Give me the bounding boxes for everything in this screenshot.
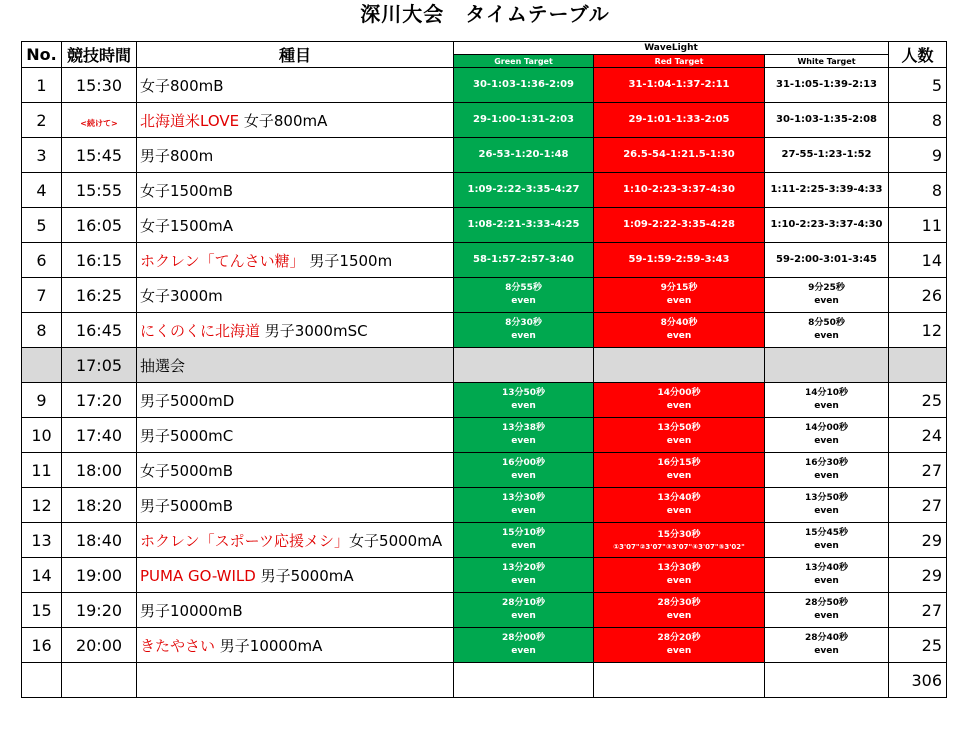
cell-red-target <box>594 383 765 418</box>
total-empty-event <box>137 663 454 698</box>
cell-no: 10 <box>22 418 62 453</box>
header-green-target: Green Target <box>454 55 594 68</box>
white-target-time: 8分50秒 <box>808 318 845 328</box>
cell-time <box>62 173 137 208</box>
event-name: 女子3000m <box>140 286 223 305</box>
event-name: 女子800mB <box>140 76 224 95</box>
cell-red-target <box>594 628 765 663</box>
event-name: 女子5000mB <box>140 461 234 480</box>
time-text: 18:00 <box>75 460 123 480</box>
cell-time <box>62 523 137 558</box>
cell-no: 11 <box>22 453 62 488</box>
cell-no <box>22 348 62 383</box>
event-name: 抽選会 <box>140 356 186 375</box>
cell-people: 5 <box>889 68 947 103</box>
red-target-pace: even <box>666 296 692 306</box>
white-target-time: 15分45秒 <box>804 528 849 538</box>
cell-white-target: 1:10-2:23-3:37-4:30 <box>765 208 889 243</box>
cell-no: 9 <box>22 383 62 418</box>
cell-time <box>62 243 137 278</box>
event-sponsor: にくのくに北海道 <box>140 321 261 340</box>
table-row <box>22 208 947 243</box>
cell-green-target: 26-53-1:20-1:48 <box>454 138 594 173</box>
table-row <box>22 243 947 278</box>
cell-green-target <box>454 348 594 383</box>
event-name: 男子10000mB <box>140 601 243 620</box>
cell-red-target: 26.5-54-1:21.5-1:30 <box>594 138 765 173</box>
cell-no: 2 <box>22 103 62 138</box>
cell-event <box>137 523 454 558</box>
time-text: 17:40 <box>75 425 123 445</box>
green-target-time: 13分38秒 <box>501 423 546 433</box>
cell-red-target <box>594 313 765 348</box>
green-target-pace: even <box>511 296 536 306</box>
table-row <box>22 68 947 103</box>
white-target-pace: even <box>814 646 839 656</box>
cell-green-target: 29-1:00-1:31-2:03 <box>454 103 594 138</box>
white-target-pace: even <box>814 541 839 551</box>
red-target-time: 8分40秒 <box>660 318 698 328</box>
red-target-pace: even <box>666 646 692 656</box>
cell-red-target <box>594 278 765 313</box>
red-target-time: 13分30秒 <box>657 563 701 573</box>
header-wavelight: WaveLight <box>454 42 889 55</box>
cell-white-target <box>765 348 889 383</box>
table-row <box>22 348 947 383</box>
white-target-pace: even <box>814 611 839 621</box>
cell-green-target <box>454 313 594 348</box>
cell-white-target <box>765 278 889 313</box>
cell-time <box>62 68 137 103</box>
white-target-time: 9分25秒 <box>808 283 845 293</box>
header-red-target: Red Target <box>594 55 765 68</box>
cell-event <box>137 453 454 488</box>
cell-people: 24 <box>889 418 947 453</box>
total-empty-time <box>62 663 137 698</box>
cell-no: 16 <box>22 628 62 663</box>
cell-event <box>137 383 454 418</box>
cell-white-target <box>765 523 889 558</box>
header-event: 種目 <box>137 42 454 68</box>
cell-white-target <box>765 453 889 488</box>
header-no: No. <box>22 42 62 68</box>
green-target-time: 13分30秒 <box>501 493 546 503</box>
table-row <box>22 383 947 418</box>
event-sponsor: PUMA GO-WILD <box>140 566 256 585</box>
total-people: 306 <box>889 663 947 698</box>
cell-green-target <box>454 558 594 593</box>
cell-time <box>62 593 137 628</box>
event-name: 女子5000mA <box>349 531 443 550</box>
cell-red-target: 1:09-2:22-3:35-4:28 <box>594 208 765 243</box>
cell-no: 6 <box>22 243 62 278</box>
cell-event <box>137 558 454 593</box>
cell-people: 27 <box>889 453 947 488</box>
cell-red-target <box>594 523 765 558</box>
event-name: 男子5000mD <box>140 391 235 410</box>
time-text: 15:30 <box>75 75 123 95</box>
cell-green-target <box>454 383 594 418</box>
green-target-pace: even <box>511 506 536 516</box>
event-name: 男子3000mSC <box>260 321 368 340</box>
green-target-time: 16分00秒 <box>501 458 546 468</box>
event-name: 男子5000mA <box>255 566 354 585</box>
header-people: 人数 <box>889 42 947 68</box>
table-row <box>22 593 947 628</box>
cell-people: 26 <box>889 278 947 313</box>
green-target-pace: even <box>511 331 536 341</box>
event-name: 男子1500m <box>304 251 393 270</box>
cell-no: 12 <box>22 488 62 523</box>
cell-no: 3 <box>22 138 62 173</box>
cell-event <box>137 278 454 313</box>
cell-white-target <box>765 418 889 453</box>
time-text: 20:00 <box>75 635 123 655</box>
red-target-pace: even <box>666 331 692 341</box>
cell-time <box>62 453 137 488</box>
white-target-pace: even <box>814 436 839 446</box>
cell-people: 8 <box>889 103 947 138</box>
green-target-pace: even <box>511 611 536 621</box>
cell-people: 27 <box>889 488 947 523</box>
white-target-time: 13分40秒 <box>804 563 849 573</box>
cell-event <box>137 208 454 243</box>
red-target-pace: even <box>666 611 692 621</box>
green-target-pace: even <box>511 541 536 551</box>
cell-event <box>137 348 454 383</box>
cell-red-target: 59-1:59-2:59-3:43 <box>594 243 765 278</box>
green-target-pace: even <box>511 401 536 411</box>
cell-white-target <box>765 558 889 593</box>
cell-time <box>62 208 137 243</box>
time-text: 19:20 <box>75 600 123 620</box>
red-target-pace: even <box>666 401 692 411</box>
time-text: 19:00 <box>75 565 123 585</box>
cell-people: 11 <box>889 208 947 243</box>
table-row <box>22 523 947 558</box>
cell-white-target <box>765 628 889 663</box>
cell-event <box>137 243 454 278</box>
timetable <box>21 41 947 698</box>
cell-people: 27 <box>889 593 947 628</box>
cell-people: 9 <box>889 138 947 173</box>
red-target-time: 16分15秒 <box>657 458 701 468</box>
cell-people: 8 <box>889 173 947 208</box>
cell-red-target: 31-1:04-1:37-2:11 <box>594 68 765 103</box>
table-row <box>22 278 947 313</box>
green-target-time: 13分20秒 <box>501 563 546 573</box>
cell-red-target <box>594 418 765 453</box>
white-target-time: 14分00秒 <box>804 423 849 433</box>
white-target-pace: even <box>814 471 839 481</box>
total-empty-green <box>454 663 594 698</box>
cell-event <box>137 138 454 173</box>
cell-event <box>137 488 454 523</box>
green-target-pace: even <box>511 576 536 586</box>
time-text: 18:20 <box>75 495 123 515</box>
cell-no: 1 <box>22 68 62 103</box>
table-row <box>22 173 947 208</box>
header-time: 競技時間 <box>62 42 137 68</box>
green-target-pace: even <box>511 436 536 446</box>
cell-no: 14 <box>22 558 62 593</box>
time-text: 17:20 <box>75 390 123 410</box>
cell-no: 13 <box>22 523 62 558</box>
cell-event <box>137 313 454 348</box>
red-target-pace: ①3'07"②3'07"③3'07"④3'07"⑤3'02" <box>613 542 745 551</box>
cell-red-target <box>594 453 765 488</box>
white-target-pace: even <box>814 506 839 516</box>
time-text: 15:45 <box>75 145 123 165</box>
table-row <box>22 558 947 593</box>
cell-event <box>137 628 454 663</box>
time-text: 18:40 <box>75 530 123 550</box>
cell-white-target <box>765 593 889 628</box>
total-empty-no <box>22 663 62 698</box>
time-text: 16:45 <box>75 320 123 340</box>
total-empty-white <box>765 663 889 698</box>
red-target-pace: even <box>666 436 692 446</box>
event-name: 男子5000mB <box>140 496 234 515</box>
cell-time <box>62 383 137 418</box>
green-target-time: 8分55秒 <box>505 283 542 293</box>
red-target-time: 14分00秒 <box>657 388 701 398</box>
white-target-pace: even <box>814 296 839 306</box>
cell-white-target: 30-1:03-1:35-2:08 <box>765 103 889 138</box>
white-target-pace: even <box>814 576 839 586</box>
cell-green-target <box>454 278 594 313</box>
event-sponsor: ホクレン「スポーツ応援メシ」 <box>140 531 350 550</box>
green-target-pace: even <box>511 646 536 656</box>
time-text: 17:05 <box>75 355 123 375</box>
cell-red-target <box>594 348 765 383</box>
green-target-time: 28分00秒 <box>501 633 546 643</box>
cell-people: 29 <box>889 558 947 593</box>
cell-time <box>62 313 137 348</box>
cell-time <box>62 138 137 173</box>
table-row <box>22 313 947 348</box>
white-target-time: 28分40秒 <box>804 633 849 643</box>
cell-no: 5 <box>22 208 62 243</box>
cell-green-target: 58-1:57-2:57-3:40 <box>454 243 594 278</box>
cell-green-target <box>454 453 594 488</box>
cell-green-target: 1:09-2:22-3:35-4:27 <box>454 173 594 208</box>
cell-time <box>62 628 137 663</box>
white-target-time: 28分50秒 <box>804 598 849 608</box>
table-row <box>22 418 947 453</box>
cell-event <box>137 103 454 138</box>
red-target-pace: even <box>666 471 692 481</box>
cell-green-target <box>454 523 594 558</box>
cell-people: 29 <box>889 523 947 558</box>
table-row <box>22 488 947 523</box>
cell-white-target <box>765 488 889 523</box>
time-text: <続けて> <box>80 118 118 128</box>
cell-green-target: 30-1:03-1:36-2:09 <box>454 68 594 103</box>
green-target-time: 8分30秒 <box>505 318 542 328</box>
cell-time <box>62 418 137 453</box>
cell-people <box>889 348 947 383</box>
red-target-time: 15分30秒 <box>657 529 701 540</box>
cell-red-target <box>594 593 765 628</box>
cell-no: 15 <box>22 593 62 628</box>
cell-people: 14 <box>889 243 947 278</box>
red-target-pace: even <box>666 506 692 516</box>
time-text: 16:25 <box>75 285 123 305</box>
table-row <box>22 138 947 173</box>
red-target-time: 28分20秒 <box>657 633 701 643</box>
cell-green-target <box>454 418 594 453</box>
cell-white-target: 1:11-2:25-3:39-4:33 <box>765 173 889 208</box>
cell-red-target <box>594 558 765 593</box>
cell-time <box>62 348 137 383</box>
white-target-time: 14分10秒 <box>804 388 849 398</box>
cell-white-target <box>765 313 889 348</box>
cell-no: 8 <box>22 313 62 348</box>
time-text: 15:55 <box>75 180 123 200</box>
event-name: 男子5000mC <box>140 426 234 445</box>
cell-time <box>62 278 137 313</box>
cell-white-target: 59-2:00-3:01-3:45 <box>765 243 889 278</box>
table-row <box>22 453 947 488</box>
white-target-pace: even <box>814 331 839 341</box>
cell-red-target <box>594 488 765 523</box>
cell-green-target: 1:08-2:21-3:33-4:25 <box>454 208 594 243</box>
cell-red-target: 1:10-2:23-3:37-4:30 <box>594 173 765 208</box>
cell-green-target <box>454 593 594 628</box>
table-row <box>22 103 947 138</box>
cell-event <box>137 173 454 208</box>
green-target-time: 13分50秒 <box>501 388 546 398</box>
table-row <box>22 628 947 663</box>
event-name: 男子10000mA <box>215 636 323 655</box>
cell-people: 12 <box>889 313 947 348</box>
white-target-time: 13分50秒 <box>804 493 849 503</box>
event-sponsor: きたやさい <box>140 636 216 655</box>
cell-people: 25 <box>889 383 947 418</box>
cell-white-target: 27-55-1:23-1:52 <box>765 138 889 173</box>
cell-green-target <box>454 628 594 663</box>
cell-no: 7 <box>22 278 62 313</box>
cell-time <box>62 103 137 138</box>
cell-event <box>137 418 454 453</box>
time-text: 16:05 <box>75 215 123 235</box>
timetable-body <box>22 68 947 663</box>
white-target-pace: even <box>814 401 839 411</box>
cell-event <box>137 68 454 103</box>
event-name: 男子800m <box>140 146 214 165</box>
event-name: 女子1500mB <box>140 181 234 200</box>
cell-time <box>62 488 137 523</box>
cell-event <box>137 593 454 628</box>
event-sponsor: ホクレン「てんさい糖」 <box>140 251 305 270</box>
header-white-target: White Target <box>765 55 889 68</box>
total-empty-red <box>594 663 765 698</box>
cell-white-target: 31-1:05-1:39-2:13 <box>765 68 889 103</box>
green-target-pace: even <box>511 471 536 481</box>
time-text: 16:15 <box>75 250 123 270</box>
red-target-time: 9分15秒 <box>660 283 698 293</box>
green-target-time: 28分10秒 <box>501 598 546 608</box>
red-target-time: 13分50秒 <box>657 423 701 433</box>
cell-people: 25 <box>889 628 947 663</box>
cell-no: 4 <box>22 173 62 208</box>
green-target-time: 15分10秒 <box>501 528 546 538</box>
red-target-time: 28分30秒 <box>657 598 701 608</box>
event-sponsor: 北海道米LOVE <box>140 111 240 130</box>
cell-red-target: 29-1:01-1:33-2:05 <box>594 103 765 138</box>
event-name: 女子800mA <box>239 111 328 130</box>
cell-time <box>62 558 137 593</box>
white-target-time: 16分30秒 <box>804 458 849 468</box>
cell-white-target <box>765 383 889 418</box>
event-name: 女子1500mA <box>140 216 234 235</box>
cell-green-target <box>454 488 594 523</box>
red-target-time: 13分40秒 <box>657 493 701 503</box>
page-title: 深川大会 タイムテーブル <box>360 2 610 26</box>
red-target-pace: even <box>666 576 692 586</box>
